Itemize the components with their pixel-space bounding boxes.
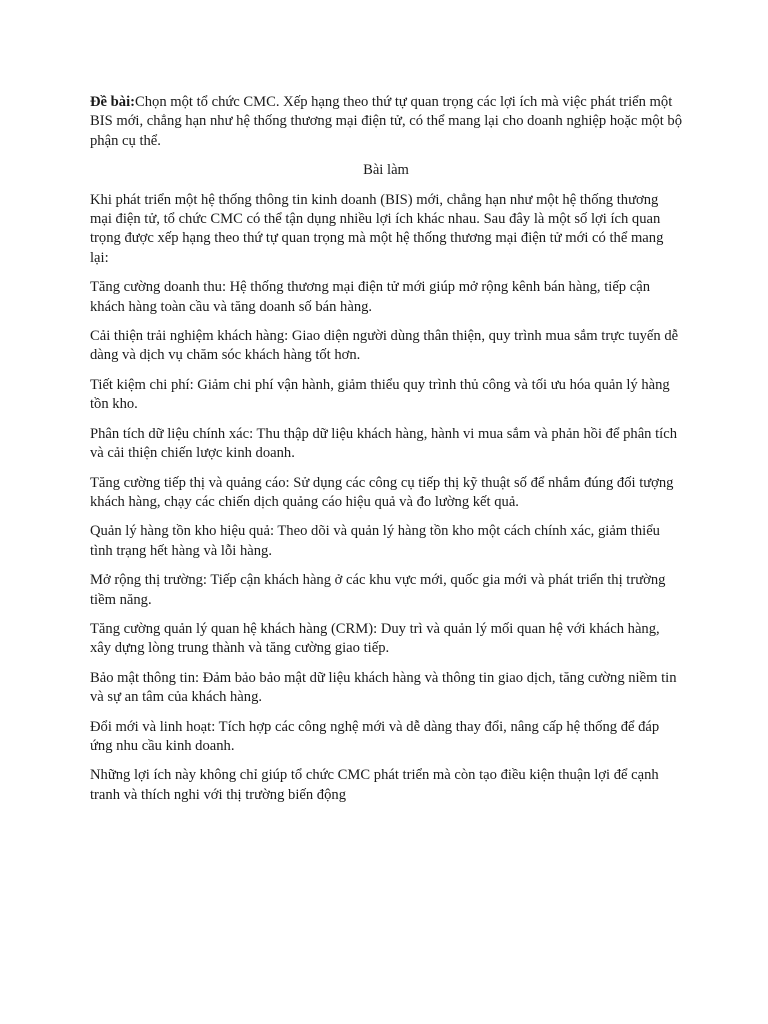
conclusion-paragraph: Những lợi ích này không chỉ giúp tổ chức CMC phát triển mà còn tạo điều kiện thuận lợi để cạnh tranh và thích nghi với thị trường biến động (90, 767, 659, 803)
prompt-paragraph (90, 93, 682, 151)
benefit-item-2: Cải thiện trải nghiệm khách hàng: Giao diện người dùng thân thiện, quy trình mua sắm trực tuyến dễ dàng và dịch vụ chăm sóc khách hàng tốt hơn. (90, 328, 679, 364)
answer-heading: Bài làm (363, 162, 409, 179)
benefit-item-6: Quản lý hàng tồn kho hiệu quả: Theo dõi và quản lý hàng tồn kho một cách chính xác, giảm thiểu tình trạng hết hàng và lỗi hàng. (90, 523, 660, 559)
benefit-item-8: Tăng cường quản lý quan hệ khách hàng (CRM): Duy trì và quản lý mối quan hệ với khách hàng, xây dựng lòng trung thành và tăng cường giao tiếp. (90, 620, 660, 657)
benefit-item-7: Mở rộng thị trường: Tiếp cận khách hàng ở các khu vực mới, quốc gia mới và phát triển thị trường tiềm năng. (90, 572, 666, 608)
benefit-item-1: Tăng cường doanh thu: Hệ thống thương mại điện tử mới giúp mở rộng kênh bán hàng, tiếp cận khách hàng toàn cầu và tăng doanh số bán hàng. (90, 279, 651, 315)
intro-paragraph: Khi phát triển một hệ thống thông tin kinh doanh (BIS) mới, chẳng hạn như một hệ thống thương mại điện tử, tổ chức CMC có thể tận dụng nhiều lợi ích khác nhau. Sau đây là một số lợi ích quan trọng được xếp hạng theo thứ tự quan trọng mà một hệ thống thương mại điện tử mới có thể mang lại: (90, 191, 664, 266)
benefit-item-5: Tăng cường tiếp thị và quảng cáo: Sử dụng các công cụ tiếp thị kỹ thuật số để nhắm đúng đối tượng khách hàng, chạy các chiến dịch quảng cáo hiệu quả và đo lường kết quả. (90, 474, 674, 510)
benefit-item-9: Bảo mật thông tin: Đảm bảo bảo mật dữ liệu khách hàng và thông tin giao dịch, tăng cường niềm tin và sự an tâm của khách hàng. (90, 669, 677, 706)
prompt-label: Đề bài: (90, 94, 135, 110)
benefit-item-4: Phân tích dữ liệu chính xác: Thu thập dữ liệu khách hàng, hành vi mua sắm và phản hồi để phân tích và cải thiện chiến lược kinh doanh. (90, 425, 677, 462)
prompt-text: Chọn một tổ chức CMC. Xếp hạng theo thứ tự quan trọng các lợi ích mà việc phát triển một BIS mới, chẳng hạn như hệ thống thương mại điện tử, có thể mang lại cho doanh nghiệp hoặc một bộ phận cụ thể. (90, 94, 682, 149)
benefit-item-3: Tiết kiệm chi phí: Giảm chi phí vận hành, giảm thiểu quy trình thủ công và tối ưu hóa quản lý hàng tồn kho. (90, 376, 670, 413)
benefit-item-10: Đổi mới và linh hoạt: Tích hợp các công nghệ mới và dễ dàng thay đổi, nâng cấp hệ thống để đáp ứng nhu cầu kinh doanh. (90, 718, 660, 754)
document-page (90, 93, 682, 815)
